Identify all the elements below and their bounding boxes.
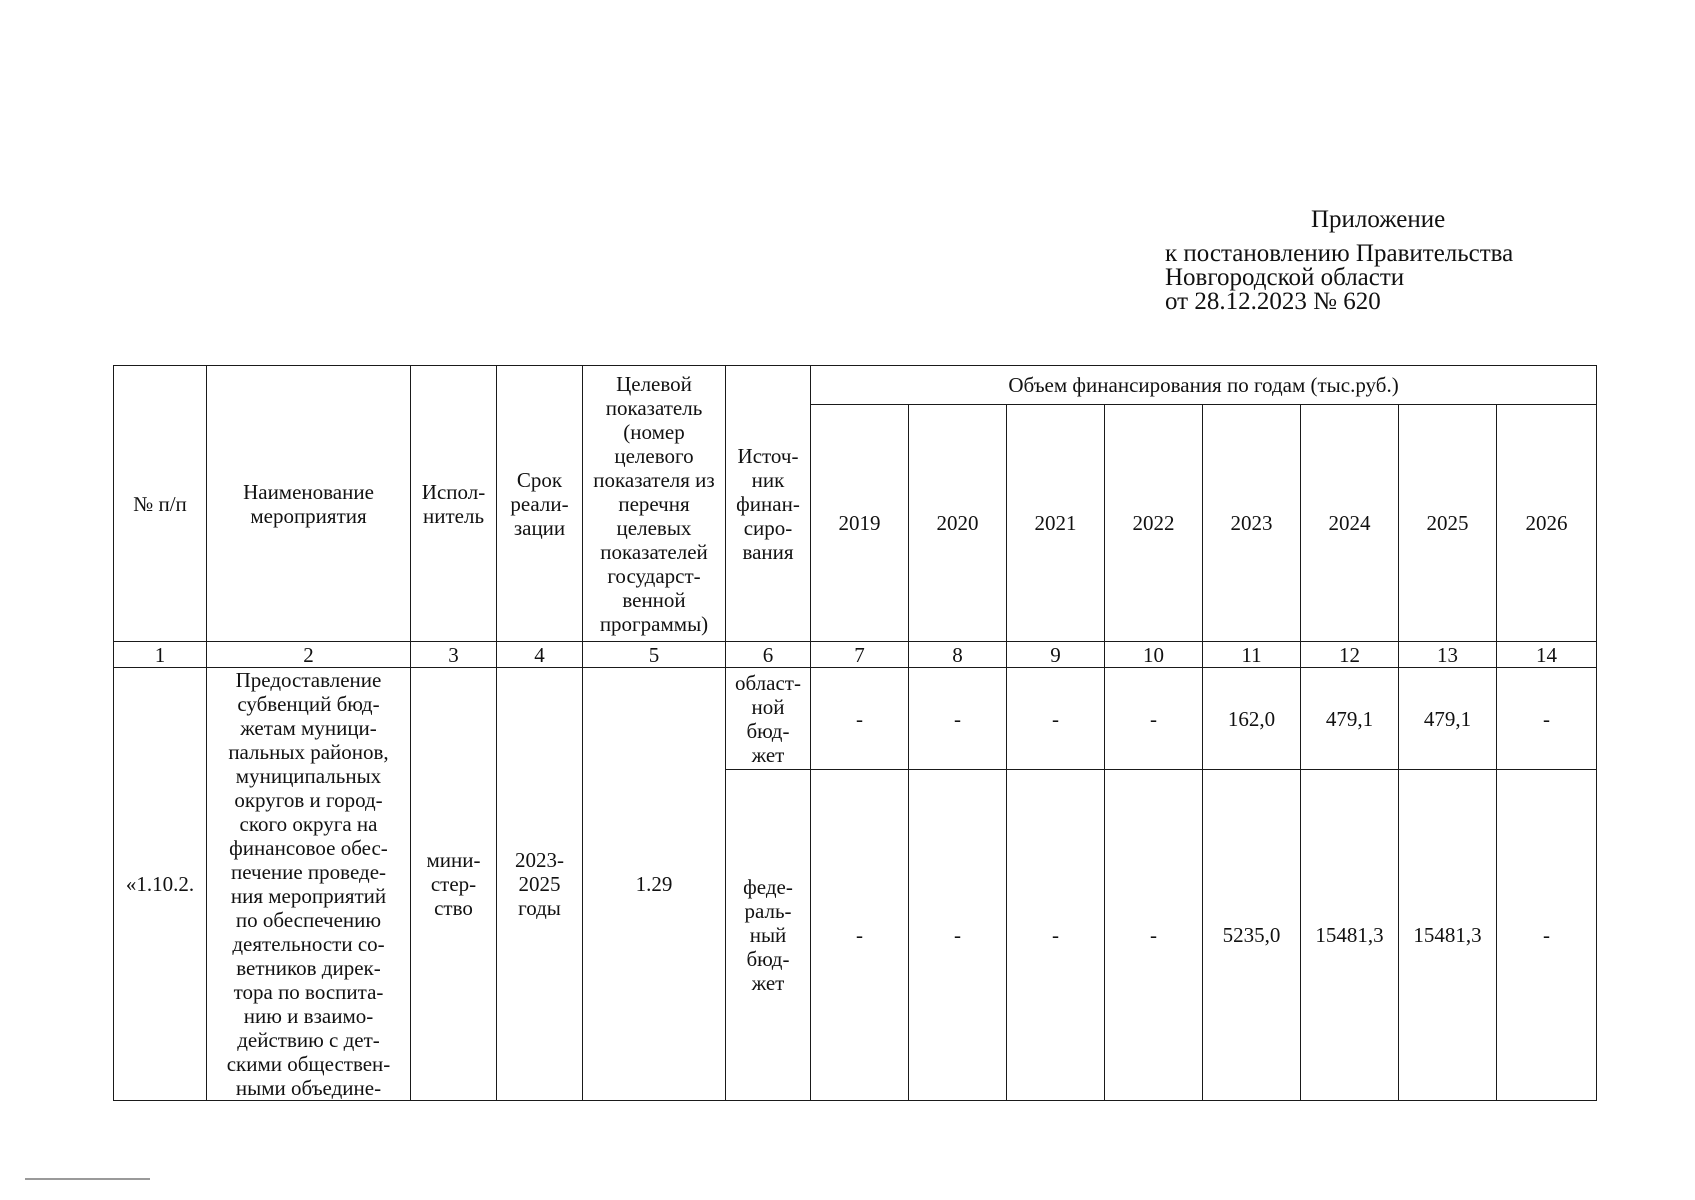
appendix-title: Приложение <box>1311 206 1446 233</box>
value-cell: - <box>1497 770 1597 1101</box>
header-year-2020: 2020 <box>909 405 1007 642</box>
header-year-2023: 2023 <box>1203 405 1301 642</box>
column-number: 10 <box>1105 642 1203 668</box>
value-cell: - <box>811 668 909 770</box>
financing-table <box>113 365 1597 1101</box>
appendix-line-1: к постановлению Правительства <box>1165 240 1514 267</box>
column-number: 3 <box>411 642 497 668</box>
header-year-2025: 2025 <box>1399 405 1497 642</box>
value-cell: - <box>1497 668 1597 770</box>
column-number: 1 <box>114 642 207 668</box>
item-target: 1.29 <box>583 668 726 1101</box>
source-federal-budget: феде- раль- ный бюд- жет <box>726 770 811 1101</box>
scan-artifact-line <box>25 1178 150 1180</box>
column-number: 6 <box>726 642 811 668</box>
header-name: Наименование мероприятия <box>207 366 411 642</box>
source-regional-budget: област- ной бюд- жет <box>726 668 811 770</box>
item-name: Предоставление субвенций бюд- жетам муници- пальных районов, муниципальных округов и город- ского округа на финансовое обес- печение проведе- ния мероприятий по обеспечению деятельности со- ветников дирек- тора по воспита- нию и взаимо- действию с дет- скими обществен- ными объедине- <box>207 668 411 1101</box>
value-cell: - <box>1007 668 1105 770</box>
column-number: 7 <box>811 642 909 668</box>
value-cell: 15481,3 <box>1301 770 1399 1101</box>
header-year-2019: 2019 <box>811 405 909 642</box>
table-row-regional-budget <box>114 668 1597 770</box>
header-num: № п/п <box>114 366 207 642</box>
column-number: 14 <box>1497 642 1597 668</box>
item-executor: мини- стер- ство <box>411 668 497 1101</box>
column-number: 9 <box>1007 642 1105 668</box>
item-number: «1.10.2. <box>114 668 207 1101</box>
header-financing: Объем финансирования по годам (тыс.руб.) <box>811 366 1597 405</box>
column-number: 2 <box>207 642 411 668</box>
value-cell: 479,1 <box>1301 668 1399 770</box>
value-cell: - <box>909 770 1007 1101</box>
column-number: 11 <box>1203 642 1301 668</box>
item-term: 2023- 2025 годы <box>497 668 583 1101</box>
column-number: 13 <box>1399 642 1497 668</box>
appendix-line-2: Новгородской области <box>1165 264 1405 291</box>
header-target: Целевой показатель (номер целевого показателя из перечня целевых показателей государст-венной программы) <box>583 366 726 642</box>
appendix-line-3: от 28.12.2023 № 620 <box>1165 288 1381 315</box>
column-number-row <box>114 642 1597 668</box>
value-cell: - <box>1007 770 1105 1101</box>
header-year-2021: 2021 <box>1007 405 1105 642</box>
column-number: 4 <box>497 642 583 668</box>
value-cell: 15481,3 <box>1399 770 1497 1101</box>
column-number: 12 <box>1301 642 1399 668</box>
value-cell: - <box>1105 770 1203 1101</box>
value-cell: 479,1 <box>1399 668 1497 770</box>
value-cell: - <box>811 770 909 1101</box>
header-year-2024: 2024 <box>1301 405 1399 642</box>
column-number: 8 <box>909 642 1007 668</box>
header-source: Источ- ник финан- сиро- вания <box>726 366 811 642</box>
header-year-2022: 2022 <box>1105 405 1203 642</box>
value-cell: - <box>1105 668 1203 770</box>
value-cell: - <box>909 668 1007 770</box>
column-number: 5 <box>583 642 726 668</box>
header-executor: Испол- нитель <box>411 366 497 642</box>
value-cell: 162,0 <box>1203 668 1301 770</box>
value-cell: 5235,0 <box>1203 770 1301 1101</box>
appendix-header <box>1165 208 1513 314</box>
header-year-2026: 2026 <box>1497 405 1597 642</box>
header-term: Срок реали- зации <box>497 366 583 642</box>
